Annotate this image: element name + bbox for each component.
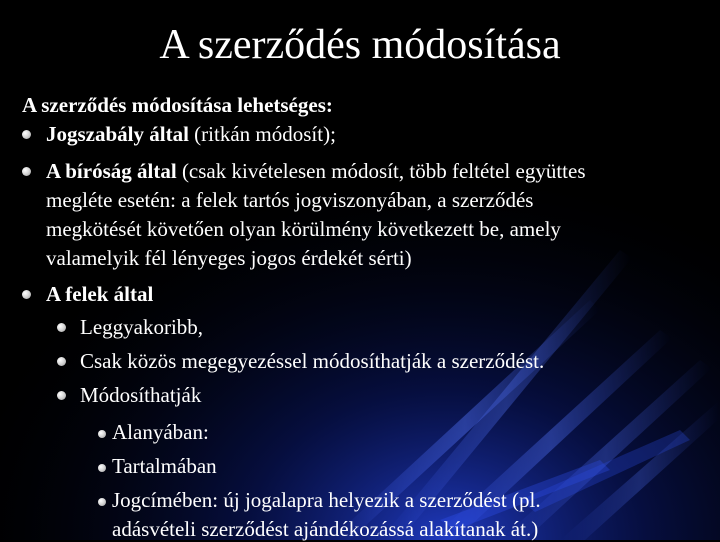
- slide-title: A szerződés módosítása: [159, 22, 561, 68]
- sub-sub-item-tartalmaban: [112, 453, 217, 479]
- list-item-continuation: valamelyik fél lényeges jogos érdekét sérti): [46, 246, 412, 270]
- sub-item-leggyakoribb: [80, 314, 203, 340]
- sub-sub-item-text: Tartalmában: [112, 454, 217, 478]
- sub-sub-item-alanyaban: [112, 419, 209, 445]
- sub-item-text: Leggyakoribb,: [80, 315, 204, 339]
- bullet-icon: [57, 323, 66, 332]
- intro-line: A szerződés módosítása lehetséges:: [22, 93, 333, 117]
- item-bold: Jogszabály által: [46, 122, 189, 146]
- sub-sub-item-jogcimeben: [112, 487, 541, 513]
- list-item-felek: [46, 281, 153, 307]
- list-item-continuation: megkötését követően olyan körülmény következett be, amely: [46, 217, 561, 241]
- bullet-icon: [98, 430, 106, 438]
- sub-sub-item-text: Jogcímében: új jogalapra helyezik a szerződést (pl.: [112, 488, 541, 512]
- bullet-icon: [22, 167, 31, 176]
- list-item-jogszabaly: [46, 121, 336, 147]
- sub-sub-item-text: Alanyában:: [112, 420, 209, 444]
- bullet-icon: [57, 357, 66, 366]
- item-bold: A felek által: [46, 282, 154, 306]
- item-text: (ritkán módosít);: [188, 122, 336, 146]
- bullet-icon: [98, 464, 106, 472]
- bullet-icon: [22, 130, 31, 139]
- sub-item-text: Csak közös megegyezéssel módosíthatják a szerződést.: [80, 349, 545, 373]
- list-item-birosag: [46, 158, 586, 184]
- sub-item-modosithatjak: [80, 382, 201, 408]
- bullet-icon: [57, 391, 66, 400]
- sub-item-text: Módosíthatják: [80, 383, 202, 407]
- sub-sub-item-continuation: adásvételi szerződést ajándékozássá alakítanak át.): [112, 517, 539, 541]
- sub-item-kozos-megegyezes: [80, 348, 544, 374]
- list-item-continuation: megléte esetén: a felek tartós jogviszonyában, a szerződés: [46, 188, 534, 212]
- bullet-icon: [22, 290, 31, 299]
- item-text: (csak kivételesen módosít, több feltétel együttes: [176, 159, 586, 183]
- item-bold: A bíróság által: [46, 159, 177, 183]
- bullet-icon: [98, 498, 106, 506]
